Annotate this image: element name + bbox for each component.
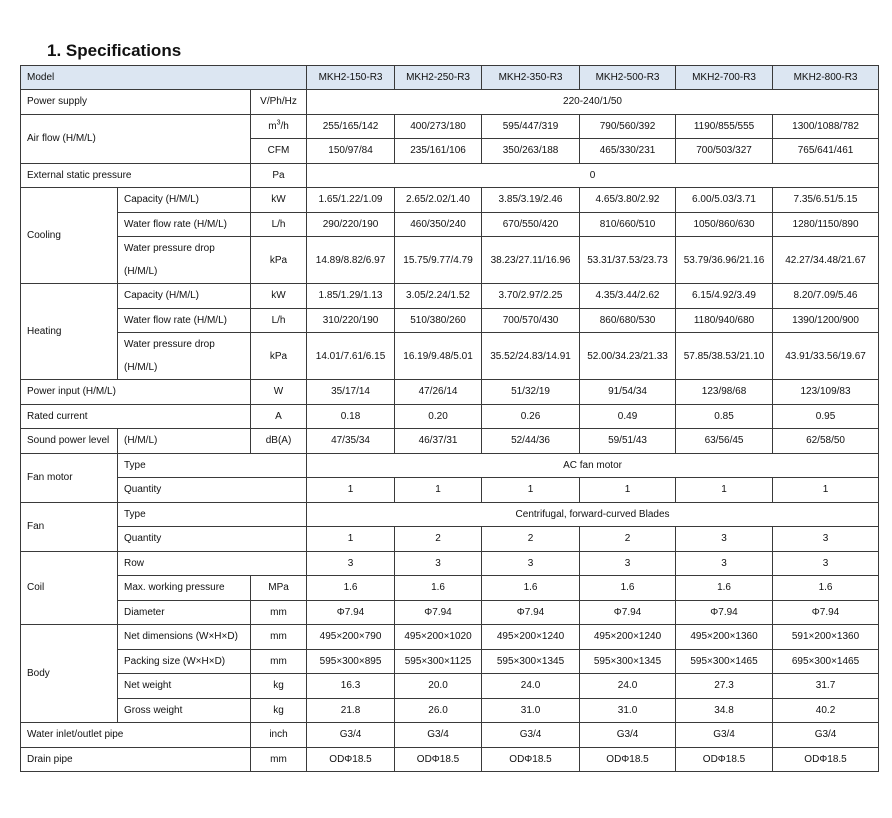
row-label-line: Water pressure drop — [124, 243, 215, 254]
table-row — [21, 212, 879, 237]
value-cell: 6.15/4.92/3.49 — [676, 284, 773, 309]
value-cell: 24.0 — [580, 674, 676, 699]
value-cell: Φ7.94 — [676, 600, 773, 625]
value-cell: 1.65/1.22/1.09 — [307, 188, 395, 213]
value-cell: 1190/855/555 — [676, 114, 773, 139]
value-cell: 595×300×1345 — [580, 649, 676, 674]
row-label: Capacity (H/M/L) — [118, 188, 251, 213]
value-cell: 21.8 — [307, 698, 395, 723]
value-cell: 20.0 — [395, 674, 482, 699]
unit-sup: 3 — [276, 119, 281, 127]
value-cell: ODΦ18.5 — [307, 747, 395, 772]
value-cell: Φ7.94 — [395, 600, 482, 625]
value-cell: Φ7.94 — [482, 600, 580, 625]
value-cell: 310/220/190 — [307, 308, 395, 333]
unit-cell: L/h — [251, 308, 307, 333]
row-label: Gross weight — [118, 698, 251, 723]
value-cell: 3.05/2.24/1.52 — [395, 284, 482, 309]
group-label: Coil — [21, 551, 118, 625]
value-cell: 52.00/34.23/21.33 — [580, 333, 676, 380]
value-cell: 1.6 — [307, 576, 395, 601]
page-title: 1. Specifications — [47, 41, 182, 60]
value-cell: 700/570/430 — [482, 308, 580, 333]
row-label: Max. working pressure — [118, 576, 251, 601]
group-label: Fan motor — [21, 453, 118, 502]
value-cell: G3/4 — [676, 723, 773, 748]
unit-cell: inch — [251, 723, 307, 748]
row-label: Sound power level — [21, 429, 118, 454]
value-cell: 1 — [307, 478, 395, 503]
table-row — [21, 453, 879, 478]
table-row — [21, 284, 879, 309]
unit-cell: mm — [251, 747, 307, 772]
value-cell: 3.70/2.97/2.25 — [482, 284, 580, 309]
value-cell: 0.18 — [307, 404, 395, 429]
value-cell: 40.2 — [773, 698, 879, 723]
value-cell: 31.0 — [580, 698, 676, 723]
value-cell: 47/26/14 — [395, 380, 482, 405]
value-cell: Φ7.94 — [773, 600, 879, 625]
value-cell: AC fan motor — [307, 453, 879, 478]
unit-cell: mm — [251, 649, 307, 674]
group-label: Body — [21, 625, 118, 723]
unit-base: m — [268, 120, 277, 132]
value-cell: 63/56/45 — [676, 429, 773, 454]
row-label: Water flow rate (H/M/L) — [118, 308, 251, 333]
value-cell: 670/550/420 — [482, 212, 580, 237]
model-name: MKH2-350-R3 — [482, 66, 580, 90]
value-cell: 1 — [773, 478, 879, 503]
value-cell: 51/32/19 — [482, 380, 580, 405]
table-row — [21, 308, 879, 333]
value-cell: 4.65/3.80/2.92 — [580, 188, 676, 213]
table-row — [21, 404, 879, 429]
value-cell: 465/330/231 — [580, 139, 676, 164]
table-row — [21, 698, 879, 723]
value-cell: 1 — [482, 478, 580, 503]
table-row — [21, 90, 879, 115]
value-cell: 31.0 — [482, 698, 580, 723]
value-cell: 3 — [482, 551, 580, 576]
model-name: MKH2-150-R3 — [307, 66, 395, 90]
row-label: Power input (H/M/L) — [21, 380, 251, 405]
value-cell: 1.85/1.29/1.13 — [307, 284, 395, 309]
value-cell: 14.01/7.61/6.15 — [307, 333, 395, 380]
value-cell: 3 — [395, 551, 482, 576]
table-row — [21, 747, 879, 772]
value-cell: 35.52/24.83/14.91 — [482, 333, 580, 380]
value-cell: 57.85/38.53/21.10 — [676, 333, 773, 380]
value-cell: 3 — [580, 551, 676, 576]
value-cell: 595×300×895 — [307, 649, 395, 674]
value-cell: 1.6 — [395, 576, 482, 601]
value-cell: 53.79/36.96/21.16 — [676, 237, 773, 284]
value-cell: 123/98/68 — [676, 380, 773, 405]
value-cell: 3.85/3.19/2.46 — [482, 188, 580, 213]
value-cell: 2.65/2.02/1.40 — [395, 188, 482, 213]
table-row — [21, 551, 879, 576]
unit-cell: mm — [251, 625, 307, 650]
value-cell: 3 — [307, 551, 395, 576]
table-row — [21, 625, 879, 650]
row-label: Quantity — [118, 478, 307, 503]
unit-cell: kPa — [251, 333, 307, 380]
value-cell: 1.6 — [773, 576, 879, 601]
value-cell: 0.49 — [580, 404, 676, 429]
table-row — [21, 478, 879, 503]
value-cell: 1050/860/630 — [676, 212, 773, 237]
group-label: Fan — [21, 502, 118, 551]
table-row — [21, 163, 879, 188]
value-cell: 290/220/190 — [307, 212, 395, 237]
value-cell: 7.35/6.51/5.15 — [773, 188, 879, 213]
value-cell: 123/109/83 — [773, 380, 879, 405]
value-cell: Φ7.94 — [307, 600, 395, 625]
value-cell: 3 — [676, 551, 773, 576]
model-label: Model — [21, 66, 307, 90]
unit-cell: Pa — [251, 163, 307, 188]
value-cell: 591×200×1360 — [773, 625, 879, 650]
value-cell: 495×200×1240 — [580, 625, 676, 650]
value-cell: 62/58/50 — [773, 429, 879, 454]
unit-cell: W — [251, 380, 307, 405]
value-cell: 510/380/260 — [395, 308, 482, 333]
value-cell: 1 — [580, 478, 676, 503]
model-name: MKH2-500-R3 — [580, 66, 676, 90]
unit-cell: dB(A) — [251, 429, 307, 454]
model-name: MKH2-700-R3 — [676, 66, 773, 90]
value-cell: 1.6 — [676, 576, 773, 601]
model-name: MKH2-800-R3 — [773, 66, 879, 90]
value-cell: 1 — [676, 478, 773, 503]
value-cell: 46/37/31 — [395, 429, 482, 454]
value-cell: 860/680/530 — [580, 308, 676, 333]
table-row — [21, 527, 879, 552]
row-label: Drain pipe — [21, 747, 251, 772]
value-cell: 16.19/9.48/5.01 — [395, 333, 482, 380]
row-label: Row — [118, 551, 307, 576]
unit-cell: kg — [251, 698, 307, 723]
value-cell: 15.75/9.77/4.79 — [395, 237, 482, 284]
row-label: Capacity (H/M/L) — [118, 284, 251, 309]
table-row — [21, 649, 879, 674]
row-label: Air flow (H/M/L) — [21, 114, 251, 163]
model-name: MKH2-250-R3 — [395, 66, 482, 90]
value-cell: 460/350/240 — [395, 212, 482, 237]
value-cell: 31.7 — [773, 674, 879, 699]
value-cell: 6.00/5.03/3.71 — [676, 188, 773, 213]
value-cell: 595×300×1125 — [395, 649, 482, 674]
table-row — [21, 114, 879, 139]
group-label: Cooling — [21, 188, 118, 284]
row-label: Water flow rate (H/M/L) — [118, 212, 251, 237]
unit-cell: mm — [251, 600, 307, 625]
value-cell: G3/4 — [773, 723, 879, 748]
table-row — [21, 600, 879, 625]
table-row — [21, 188, 879, 213]
table-row — [21, 576, 879, 601]
unit-cell: kPa — [251, 237, 307, 284]
row-label: Power supply — [21, 90, 251, 115]
row-label: Packing size (W×H×D) — [118, 649, 251, 674]
value-cell: 220-240/1/50 — [307, 90, 879, 115]
value-cell: 350/263/188 — [482, 139, 580, 164]
value-cell: 53.31/37.53/23.73 — [580, 237, 676, 284]
value-cell: 91/54/34 — [580, 380, 676, 405]
value-cell: ODΦ18.5 — [580, 747, 676, 772]
value-cell: 3 — [773, 527, 879, 552]
table-header-row — [21, 66, 879, 90]
value-cell: 34.8 — [676, 698, 773, 723]
value-cell: 790/560/392 — [580, 114, 676, 139]
value-cell: 235/161/106 — [395, 139, 482, 164]
value-cell: 42.27/34.48/21.67 — [773, 237, 879, 284]
value-cell: 0.20 — [395, 404, 482, 429]
unit-cell: kg — [251, 674, 307, 699]
value-cell: 14.89/8.82/6.97 — [307, 237, 395, 284]
row-label — [118, 237, 251, 284]
value-cell: 59/51/43 — [580, 429, 676, 454]
row-label: Quantity — [118, 527, 307, 552]
unit-cell: kW — [251, 284, 307, 309]
row-label: Net weight — [118, 674, 251, 699]
value-cell: 1.6 — [482, 576, 580, 601]
value-cell: 1300/1088/782 — [773, 114, 879, 139]
value-cell: 810/660/510 — [580, 212, 676, 237]
value-cell: 8.20/7.09/5.46 — [773, 284, 879, 309]
value-cell: 38.23/27.11/16.96 — [482, 237, 580, 284]
value-cell: 3 — [773, 551, 879, 576]
value-cell: 16.3 — [307, 674, 395, 699]
value-cell: 400/273/180 — [395, 114, 482, 139]
value-cell: 695×300×1465 — [773, 649, 879, 674]
value-cell: 595×300×1465 — [676, 649, 773, 674]
value-cell: Centrifugal, forward-curved Blades — [307, 502, 879, 527]
value-cell: 150/97/84 — [307, 139, 395, 164]
value-cell: G3/4 — [482, 723, 580, 748]
value-cell: G3/4 — [307, 723, 395, 748]
row-label: Net dimensions (W×H×D) — [118, 625, 251, 650]
table-row — [21, 674, 879, 699]
value-cell: 27.3 — [676, 674, 773, 699]
unit-cell: MPa — [251, 576, 307, 601]
value-cell: 0 — [307, 163, 879, 188]
row-label-line: (H/M/L) — [124, 362, 158, 373]
unit-cell: A — [251, 404, 307, 429]
value-cell: 35/17/14 — [307, 380, 395, 405]
value-cell: 255/165/142 — [307, 114, 395, 139]
value-cell: 1180/940/680 — [676, 308, 773, 333]
value-cell: 495×200×1020 — [395, 625, 482, 650]
value-cell: 595×300×1345 — [482, 649, 580, 674]
row-label: Type — [118, 453, 307, 478]
spec-table — [20, 65, 879, 772]
value-cell: 52/44/36 — [482, 429, 580, 454]
value-cell: 1280/1150/890 — [773, 212, 879, 237]
table-row — [21, 723, 879, 748]
value-cell: 4.35/3.44/2.62 — [580, 284, 676, 309]
row-label-line: Water pressure drop — [124, 339, 215, 350]
value-cell: 0.26 — [482, 404, 580, 429]
value-cell: 1.6 — [580, 576, 676, 601]
unit-cell: V/Ph/Hz — [251, 90, 307, 115]
unit-tail: /h — [280, 120, 289, 132]
value-cell: Φ7.94 — [580, 600, 676, 625]
value-cell: 495×200×1360 — [676, 625, 773, 650]
value-cell: ODΦ18.5 — [676, 747, 773, 772]
value-cell: ODΦ18.5 — [773, 747, 879, 772]
value-cell: 2 — [482, 527, 580, 552]
value-cell: 0.95 — [773, 404, 879, 429]
value-cell: 2 — [580, 527, 676, 552]
value-cell: G3/4 — [580, 723, 676, 748]
value-cell: 1 — [307, 527, 395, 552]
group-label: Heating — [21, 284, 118, 380]
value-cell: 47/35/34 — [307, 429, 395, 454]
value-cell: 595/447/319 — [482, 114, 580, 139]
table-row — [21, 429, 879, 454]
row-label — [118, 333, 251, 380]
value-cell: ODΦ18.5 — [395, 747, 482, 772]
unit-cell — [251, 114, 307, 139]
row-label: Diameter — [118, 600, 251, 625]
value-cell: 0.85 — [676, 404, 773, 429]
value-cell: 24.0 — [482, 674, 580, 699]
unit-cell: CFM — [251, 139, 307, 164]
value-cell: 495×200×1240 — [482, 625, 580, 650]
value-cell: 700/503/327 — [676, 139, 773, 164]
row-label: Rated current — [21, 404, 251, 429]
value-cell: 26.0 — [395, 698, 482, 723]
unit-cell: L/h — [251, 212, 307, 237]
value-cell: 765/641/461 — [773, 139, 879, 164]
value-cell: 43.91/33.56/19.67 — [773, 333, 879, 380]
row-label: Type — [118, 502, 307, 527]
value-cell: 1 — [395, 478, 482, 503]
row-sublabel: (H/M/L) — [118, 429, 251, 454]
row-label: Water inlet/outlet pipe — [21, 723, 251, 748]
value-cell: 3 — [676, 527, 773, 552]
table-row — [21, 380, 879, 405]
table-row — [21, 502, 879, 527]
row-label-line: (H/M/L) — [124, 266, 158, 277]
value-cell: 1390/1200/900 — [773, 308, 879, 333]
row-label: External static pressure — [21, 163, 251, 188]
value-cell: 495×200×790 — [307, 625, 395, 650]
value-cell: G3/4 — [395, 723, 482, 748]
value-cell: 2 — [395, 527, 482, 552]
value-cell: ODΦ18.5 — [482, 747, 580, 772]
unit-cell: kW — [251, 188, 307, 213]
